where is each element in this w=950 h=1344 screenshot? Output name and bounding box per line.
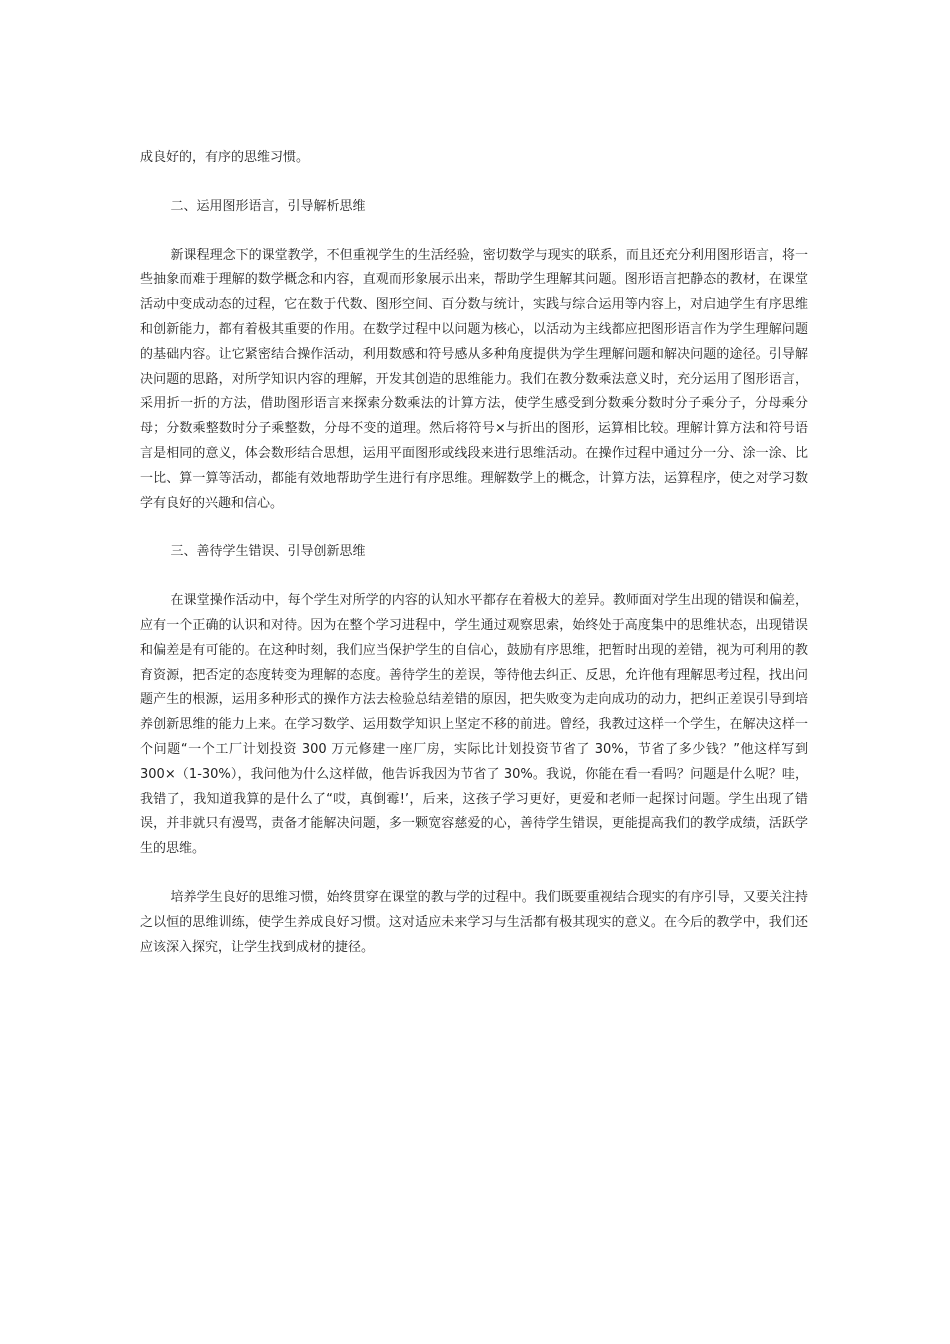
opening-line: 成良好的，有序的思维习惯。 bbox=[140, 150, 310, 165]
section-2-paragraph: 新课程理念下的课堂教学，不但重视学生的生活经验，密切数学与现实的联系，而且还充分利用图形语言，将一些抽象而难于理解的数学概念和内容，直观而形象展示出来，帮助学生理解其问题。图形语言把静态的教材，在课堂活动中变成动态的过程，它在数于代数、图形空间、百分数与统计，实践与综合运用等内容上，对启迪学生有序思维和创新能力，都有着极其重要的作用。在数学过程中以问题为核心，以活动为主线都应把图形语言作为学生理解问题的基础内容。让它紧密结合操作活动，利用数感和符号感从多种角度提供为学生理解问题和解决问题的途径。引导解决问题的思路，对所学知识内容的理解，开发其创造的思维能力。我们在教分数乘法意义时，充分运用了图形语言，采用折一折的方法，借助图形语言来探索分数乘法的计算方法，使学生感受到分数乘分数时分子乘分子，分母乘分母；分数乘整数时分子乘整数，分母不变的道理。然后将符号×与折出的图形，运算相比较。理解计算方法和符号语言是相同的意义，体会数形结合思想，运用平面图形或线段来进行思维活动。在操作过程中通过分一分、涂一涂、比一比、算一算等活动，都能有效地帮助学生进行有序思维。理解数学上的概念，计算方法，运算程序，使之对学习数学有良好的兴趣和信心。 bbox=[140, 247, 808, 511]
section-2-heading: 二、运用图形语言，引导解析思维 bbox=[170, 198, 366, 214]
section-3-heading: 三、善待学生错误、引导创新思维 bbox=[170, 544, 366, 560]
document-body bbox=[140, 146, 808, 960]
closing-paragraph: 培养学生良好的思维习惯，始终贯穿在课堂的教与学的过程中。我们既要重视结合现实的有序引导，又要关注持之以恒的思维训练，使学生养成良好习惯。这对适应未来学习与生活都有极其现实的意义。在今后的教学中，我们还应该深入探究，让学生找到成材的捷径。 bbox=[140, 889, 808, 955]
section-3-paragraph: 在课堂操作活动中，每个学生对所学的内容的认知水平都存在着极大的差异。教师面对学生出现的错误和偏差，应有一个正确的认识和对待。因为在整个学习进程中，学生通过观察思索，始终处于高度集中的思维状态，出现错误和偏差是有可能的。在这种时刻，我们应当保护学生的自信心，鼓励有序思维，把暂时出现的差错，视为可利用的教育资源，把否定的态度转变为理解的态度。善待学生的差误，等待他去纠正、反思，允许他有理解思考过程，找出问题产生的根源，运用多种形式的操作方法去检验总结差错的原因，把失败变为走向成功的动力，把纠正差误引导到培养创新思维的能力上来。在学习数学、运用数学知识上坚定不移的前进。曾经，我教过这样一个学生，在解决这样一个问题“一个工厂计划投资 300 万元修建一座厂房，实际比计划投资节省了 30%，节省了多少钱？”他这样写到 300×（1-30%），我问他为什么这样做，他告诉我因为节省了 30%。我说，你能在看一看吗？问题是什么呢？哇，我错了，我知道我算的是什么了“哎，真倒霉!’，后来，这孩子学习更好，更爱和老师一起探讨问题。学生出现了错误，并非就只有漫骂，责备才能解决问题，多一颗宽容慈爱的心，善待学生错误，更能提高我们的教学成绩，活跃学生的思维。 bbox=[140, 593, 808, 857]
